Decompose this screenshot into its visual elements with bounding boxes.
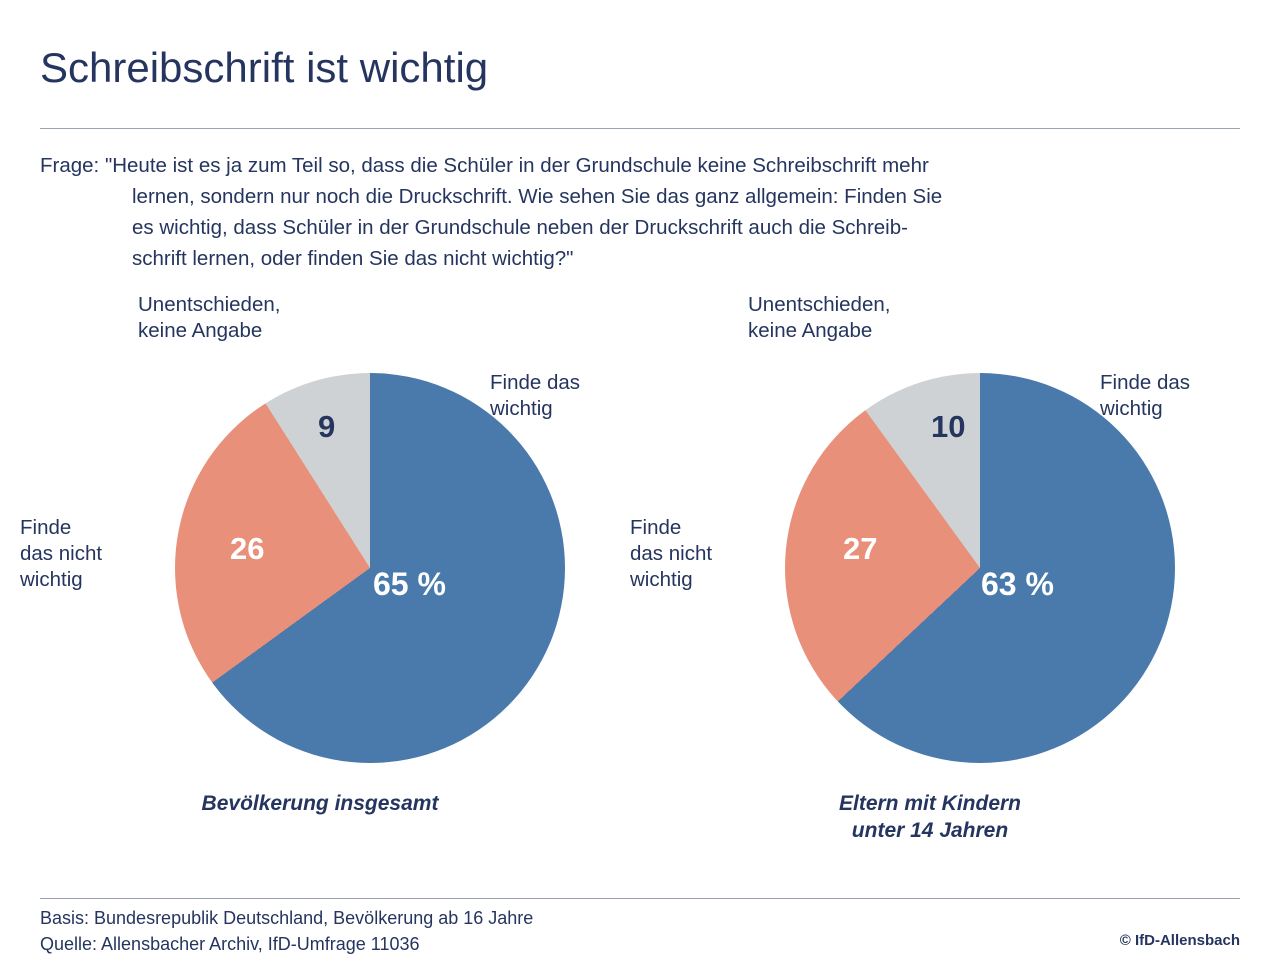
callout-important-right-line2: wichtig: [1100, 397, 1163, 420]
pie-right-caption: [630, 790, 1230, 844]
callout-not-important-right: [630, 515, 770, 593]
callout-not-important-right-line3: wichtig: [630, 568, 693, 591]
footer-notes: [40, 905, 533, 957]
pie-right-caption-line1: Eltern mit Kindern: [838, 792, 1022, 815]
callout-undecided-right: [748, 292, 890, 344]
page-title: Schreibschrift ist wichtig: [40, 44, 489, 91]
pie-left-value-undecided: 9: [318, 409, 336, 444]
pie-chart-total-population: [20, 293, 620, 860]
divider-top: [40, 128, 1240, 129]
callout-undecided-left: [138, 292, 280, 344]
callout-important-left-line1: Finde das: [490, 371, 581, 394]
callout-important-right-line1: Finde das: [1100, 371, 1191, 394]
callout-important-left-line2: wichtig: [490, 397, 553, 420]
pie-right-caption-line2: unter 14 Jahren: [851, 819, 1009, 842]
question-line-1: Frage: "Heute ist es ja zum Teil so, dass die Schüler in der Grundschule keine Schreibschrift mehr: [40, 154, 929, 177]
question-text: [40, 150, 1200, 274]
pie-chart-parents: [630, 293, 1230, 860]
question-line-2: lernen, sondern nur noch die Druckschrift. Wie sehen Sie das ganz allgemein: Finden Sie: [132, 185, 943, 208]
pie-right: [785, 373, 1175, 763]
pie-right-value-important: 63 %: [981, 566, 1054, 602]
pie-right-value-undecided: 10: [931, 409, 966, 444]
pie-left-value-not-important: 26: [230, 531, 265, 566]
callout-not-important-left-line2: das nicht: [20, 542, 103, 565]
pie-left: [175, 373, 565, 763]
callout-undecided-left-line2: keine Angabe: [138, 319, 263, 342]
question-line-3: es wichtig, dass Schüler in der Grundschule neben der Druckschrift auch die Schreib-: [132, 216, 908, 239]
copyright-label: © IfD-Allensbach: [1119, 932, 1240, 949]
question-line-4: schrift lernen, oder finden Sie das nicht wichtig?": [132, 247, 574, 270]
callout-undecided-right-line1: Unentschieden,: [748, 293, 891, 316]
callout-not-important-left-line1: Finde: [20, 516, 72, 539]
footer-source: Quelle: Allensbacher Archiv, IfD-Umfrage 11036: [40, 934, 420, 954]
callout-undecided-right-line2: keine Angabe: [748, 319, 873, 342]
callout-undecided-left-line1: Unentschieden,: [138, 293, 281, 316]
footer-basis: Basis: Bundesrepublik Deutschland, Bevölkerung ab 16 Jahre: [40, 908, 534, 928]
callout-not-important-right-line2: das nicht: [630, 542, 713, 565]
pie-left-wrap: [175, 373, 565, 763]
callout-not-important-right-line1: Finde: [630, 516, 682, 539]
divider-bottom: [40, 898, 1240, 899]
pie-right-wrap: [785, 373, 1175, 763]
pie-left-caption: Bevölkerung insgesamt: [201, 792, 439, 815]
pie-right-value-not-important: 27: [843, 531, 878, 566]
pie-left-value-important: 65 %: [373, 566, 446, 602]
callout-not-important-left: [20, 515, 160, 593]
callout-not-important-left-line3: wichtig: [20, 568, 83, 591]
